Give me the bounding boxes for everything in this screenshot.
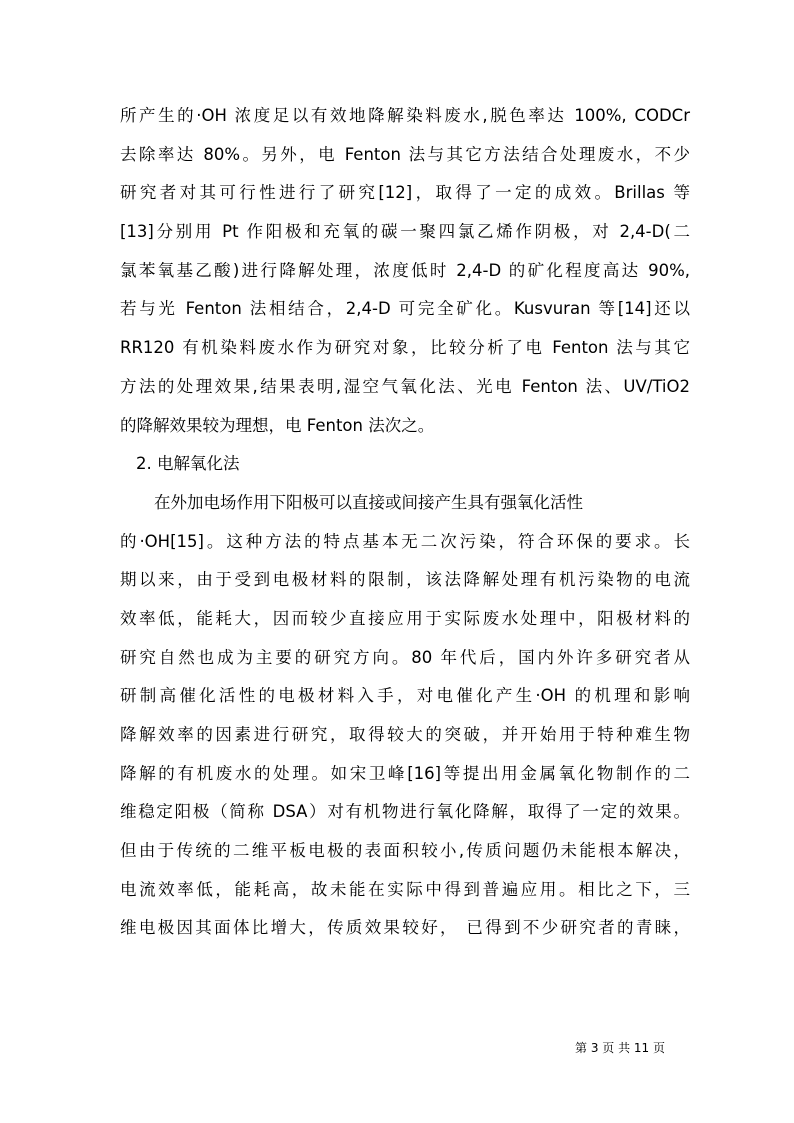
text-line: 方法的处理效果,结果表明,湿空气氧化法、光电 Fenton 法、UV/TiO2	[120, 376, 690, 396]
text-line: 研制高催化活性的电极材料入手，对电催化产生·OH 的机理和影响	[120, 686, 690, 706]
text-line: 去除率达 80%。另外，电 Fenton 法与其它方法结合处理废水，不少	[120, 144, 690, 164]
text-line: 降解的有机废水的处理。如宋卫峰[16]等提出用金属氧化物制作的二	[120, 763, 690, 783]
paragraph-first-line: 在外加电场作用下阳极可以直接或间接产生具有强氧化活性	[154, 492, 583, 512]
text-line: 研究者对其可行性进行了研究[12]，取得了一定的成效。Brillas 等	[120, 183, 690, 203]
text-line: 所产生的·OH 浓度足以有效地降解染料废水,脱色率达 100%, CODCr	[120, 106, 690, 125]
text-line: RR120 有机染料废水作为研究对象，比较分析了电 Fenton 法与其它	[120, 338, 690, 358]
section-heading: 2. 电解氧化法	[136, 454, 240, 474]
text-line: 维稳定阳极（简称 DSA）对有机物进行氧化降解，取得了一定的效果。	[120, 802, 690, 822]
text-line: 效率低，能耗大，因而较少直接应用于实际废水处理中，阳极材料的	[120, 608, 690, 628]
page-number: 第 3 页 共 11 页	[575, 1041, 665, 1055]
text-line: 期以来，由于受到电极材料的限制，该法降解处理有机污染物的电流	[120, 570, 690, 590]
text-line: 氯苯氧基乙酸)进行降解处理，浓度低时 2,4-D 的矿化程度高达 90%,	[120, 260, 690, 280]
text-line: 维电极因其面体比增大，传质效果较好， 已得到不少研究者的青睐，	[120, 918, 690, 938]
text-line: 的降解效果较为理想，电 Fenton 法次之。	[120, 415, 435, 435]
text-line: 的·OH[15]。这种方法的特点基本无二次污染，符合环保的要求。长	[120, 531, 690, 551]
text-line: 但由于传统的二维平板电极的表面积较小,传质问题仍未能根本解决，	[120, 841, 690, 861]
text-line: 研究自然也成为主要的研究方向。80 年代后，国内外许多研究者从	[120, 647, 690, 667]
text-line: 降解效率的因素进行研究，取得较大的突破，并开始用于特种难生物	[120, 725, 690, 744]
text-line: [13]分别用 Pt 作阳极和充氧的碳一聚四氯乙烯作阴极，对 2,4-D(二	[120, 222, 690, 242]
body-text	[120, 97, 690, 948]
text-line: 若与光 Fenton 法相结合，2,4-D 可完全矿化。Kusvuran 等[14]还以	[120, 299, 690, 319]
text-line: 电流效率低，能耗高，故未能在实际中得到普遍应用。相比之下，三	[120, 879, 690, 899]
